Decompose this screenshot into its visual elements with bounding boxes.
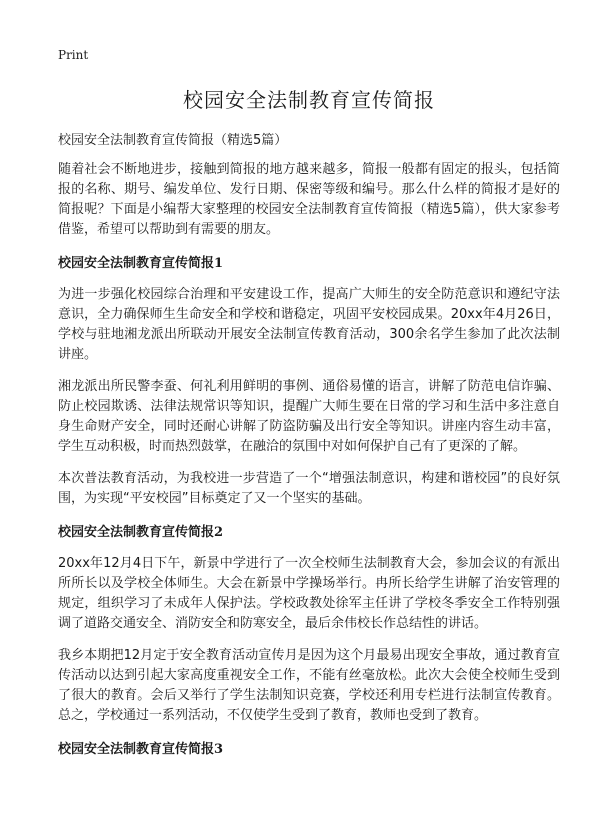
intro-paragraph: 随着社会不断地进步，接触到简报的地方越来越多，简报一般都有固定的报头，包括简报的名称、期号、编发单位、发行日期、保密等级和编号。那么什么样的简报才是好的简报呢？下面是小编帮大家整理的校园安全法制教育宣传简报（精选5篇），供大家参考借鉴，希望可以帮助到有需要的朋友。 (58, 162, 560, 237)
section-paragraph: 我乡本期把12月定于安全教育活动宣传月是因为这个月最易出现安全事故，通过教育宣传活动以达到引起大家高度重视安全工作，不能有丝毫放松。此次大会使全校师生受到了很大的教育。会后又举行了学生法制知识竞赛，学校还利用专栏进行法制宣传教育。总之，学校通过一系列活动，不仅使学生受到了教育，教师也受到了教育。 (58, 648, 560, 723)
section-paragraph: 湘龙派出所民警李蚕、何礼利用鲜明的事例、通俗易懂的语言，讲解了防范电信诈骗、防止校园欺诱、法律法规常识等知识，提醒广大师生要在日常的学习和生活中多注意自身生命财产安全，同时还耐心讲解了防盗防骗及出行安全等知识。讲座内容生动丰富，学生互动积极，时而热烈鼓掌，在融洽的氛围中对如何保护自己有了更深的了解。 (58, 379, 560, 454)
page-title: 校园安全法制教育宣传简报 (183, 88, 435, 112)
section-heading: 校园安全法制教育宣传简报1 (58, 256, 224, 271)
section-paragraph: 本次普法教育活动，为我校进一步营造了一个“增强法制意识，构建和谐校园”的良好氛围，为实现“平安校园”目标奠定了又一个坚实的基础。 (58, 471, 560, 506)
section-paragraph: 20xx年12月4日下午，新景中学进行了一次全校师生法制教育大会，参加会议的有派出所所长以及学校全体师生。大会在新景中学操场举行。冉所长给学生讲解了治安管理的规定，组织学习了未成年人保护法。学校政教处徐军主任讲了学校冬季安全工作特别强调了道路交通安全、消防安全和防寒安全，最后余伟校长作总结性的讲话。 (58, 556, 560, 631)
section-heading: 校园安全法制教育宣传简报3 (58, 742, 224, 757)
section-3 (58, 740, 560, 759)
section-1 (58, 254, 560, 509)
print-link[interactable]: Print (58, 48, 89, 62)
document-subtitle: 校园安全法制教育宣传简报（精选5篇） (58, 133, 288, 148)
section-2 (58, 523, 560, 726)
section-paragraph: 为进一步强化校园综合治理和平安建设工作，提高广大师生的安全防范意识和遵纪守法意识，全力确保师生生命安全和学校和谐稳定，巩固平安校园成果。20xx年4月26日，学校与驻地湘龙派出所联动开展安全法制宣传教育活动，300余名学生参加了此次法制讲座。 (58, 287, 560, 362)
section-heading: 校园安全法制教育宣传简报2 (58, 525, 224, 540)
